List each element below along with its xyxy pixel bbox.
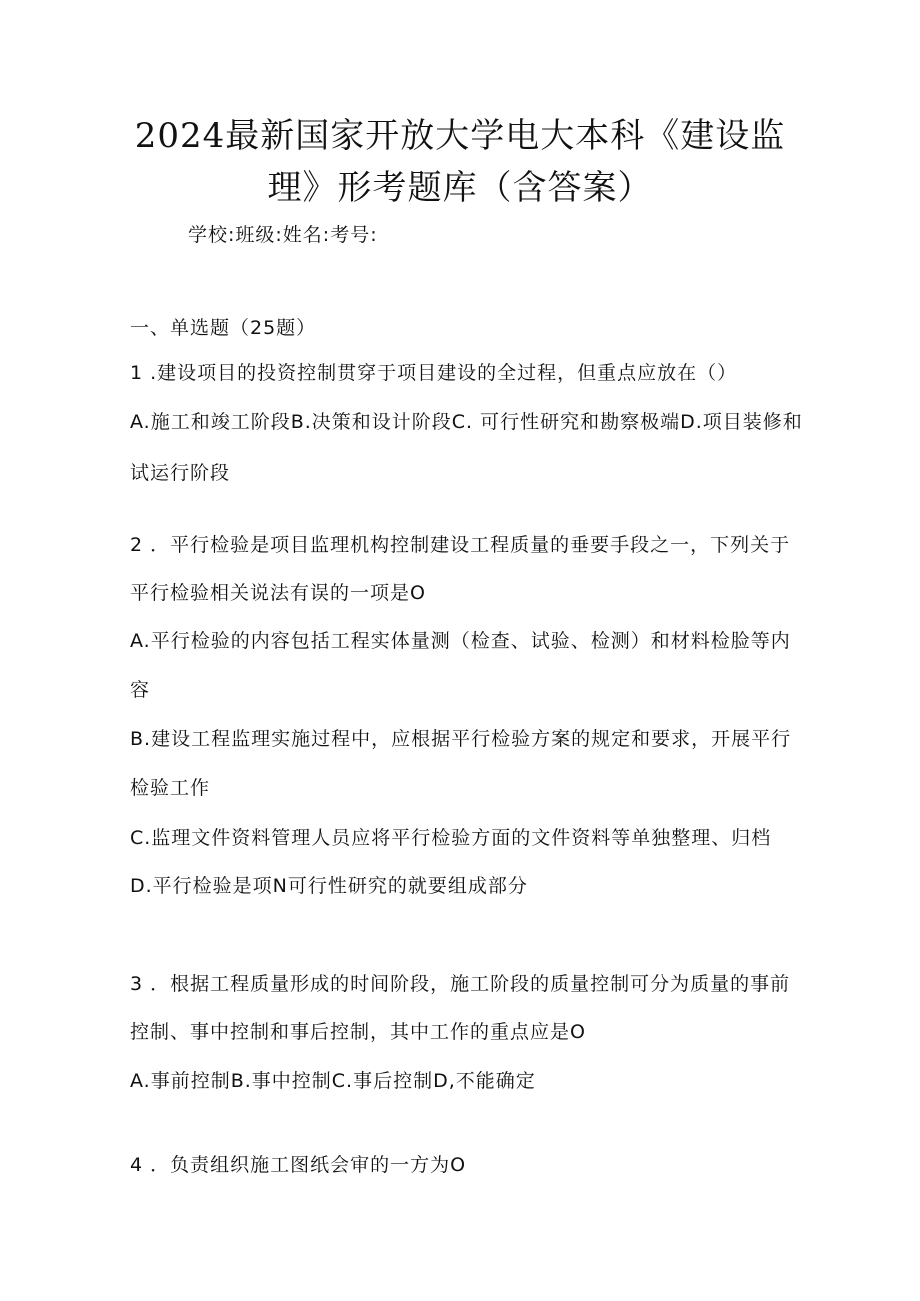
question-1-options: A.施工和竣工阶段B.决策和设计阶段C. 可行性研究和勘察极端D.项目装修和: [130, 411, 803, 433]
question-1-options-cont: 试运行阶段: [130, 462, 231, 484]
student-info-line: 学校:班级:姓名:考号:: [188, 224, 378, 246]
question-3-options: A.事前控制B.事中控制C.事后控制D,不能确定: [130, 1070, 536, 1092]
question-2-stem: 2 ．平行检验是项目监理机构控制建设工程质量的垂要手段之一，下列关于: [130, 534, 791, 556]
document-title-line-1: 2024最新国家开放大学电大本科《建设监: [134, 116, 786, 156]
question-2-option-d: D.平行检验是项N可行性研究的就要组成部分: [130, 875, 528, 897]
section-heading: 一、单选题（25题）: [130, 317, 317, 339]
question-2-option-b-cont: 检验工作: [130, 777, 211, 799]
question-2-stem-cont: 平行检验相关说法有误的一项是O: [130, 582, 426, 604]
question-3-stem: 3 ．根据工程质量形成的时间阶段，施工阶段的质量控制可分为质量的事前: [130, 973, 791, 995]
question-1-stem: 1 .建设项目的投资控制贯穿于项目建设的全过程，但重点应放在（）: [130, 362, 738, 384]
question-2-option-b: B.建设工程监理实施过程中，应根据平行检验方案的规定和要求，开展平行: [130, 728, 792, 750]
question-2-option-a: A.平行检验的内容包括工程实体量测（检查、试验、检测）和材料检脸等内: [130, 630, 791, 652]
question-3-stem-cont: 控制、事中控制和事后控制，其中工作的重点应是O: [130, 1021, 586, 1043]
question-2-option-c: C.监理文件资料管理人员应将平行检验方面的文件资料等单独整理、归档: [130, 827, 772, 849]
question-2-option-a-cont: 容: [130, 679, 151, 701]
question-4-stem: 4 ．负责组织施工图纸会审的一方为O: [130, 1154, 467, 1176]
document-title-line-2: 理》形考题库（含答案）: [267, 168, 653, 208]
